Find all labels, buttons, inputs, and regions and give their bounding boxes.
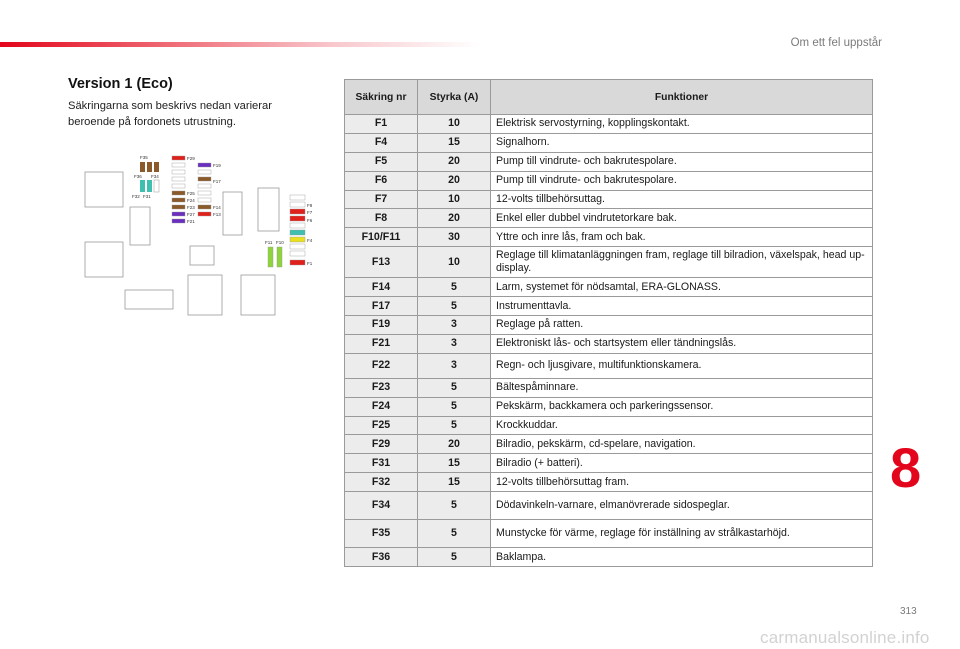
fuse-table [344,79,873,567]
fuse-f36 [140,180,145,192]
header-function: Funktioner [491,80,873,115]
fuse-cell: F29 [345,435,418,454]
table-row [345,435,873,454]
fuse-cell: F5 [345,152,418,171]
section-intro: Säkringarna som beskrivs nedan varierar beroende på fordonets utrustning. [68,100,272,128]
fuse-cell: F34 [345,492,418,520]
table-row [345,520,873,548]
amps-cell: 15 [418,454,491,473]
function-cell: Baklampa. [491,548,873,567]
amps-cell: 5 [418,492,491,520]
section-title: Version 1 (Eco) [68,76,173,92]
amps-cell: 3 [418,316,491,335]
watermark: carmanualsonline.info [760,628,930,647]
diagram-label: F27 [187,212,195,217]
diagram-label: F21 [187,219,195,224]
diagram-label: F8 [307,203,313,208]
table-row [345,247,873,278]
amps-cell: 15 [418,133,491,152]
header-fuse: Säkring nr [345,80,418,115]
amps-cell: 5 [418,378,491,397]
function-cell: 12-volts tillbehörsuttag. [491,190,873,209]
fuse-cell: F14 [345,278,418,297]
table-row [345,115,873,134]
header-amps: Styrka (A) [418,80,491,115]
function-cell: Bilradio (+ batteri). [491,454,873,473]
function-cell: Yttre och inre lås, fram och bak. [491,228,873,247]
table-row [345,378,873,397]
function-cell: Regn- och ljusgivare, multifunktionskamera. [491,353,873,378]
function-cell: Pump till vindrute- och bakrutespolare. [491,171,873,190]
amps-cell: 5 [418,548,491,567]
fuse-cell: F21 [345,334,418,353]
fuse-cell: F25 [345,416,418,435]
diagram-label: F10 [276,240,284,245]
function-cell: Elektrisk servostyrning, kopplingskontakt. [491,115,873,134]
function-cell: Munstycke för värme, reglage för inställning av strålkastarhöjd. [491,520,873,548]
function-cell: Pekskärm, backkamera och parkeringssensor. [491,397,873,416]
table-row [345,152,873,171]
function-cell: Pump till vindrute- och bakrutespolare. [491,152,873,171]
diagram-label: F17 [213,179,221,184]
function-cell: Krockkuddar. [491,416,873,435]
diagram-label: F6 [307,218,313,223]
table-row [345,278,873,297]
table-row [345,353,873,378]
amps-cell: 20 [418,435,491,454]
function-cell: Dödavinkeln-varnare, elmanövrerade sidospeglar. [491,492,873,520]
function-cell: Enkel eller dubbel vindrutetorkare bak. [491,209,873,228]
table-row [345,316,873,335]
table-row [345,454,873,473]
function-cell: Instrumenttavla. [491,297,873,316]
fuse-cell: F13 [345,247,418,278]
fuse-cell: F4 [345,133,418,152]
fuse-f35 [140,162,145,172]
fuse-cell: F10/F11 [345,228,418,247]
function-cell: Bilradio, pekskärm, cd-spelare, navigation. [491,435,873,454]
table-row [345,397,873,416]
diagram-label: F11 [265,240,273,245]
function-cell: Elektroniskt lås- och startsystem eller tändningslås. [491,334,873,353]
amps-cell: 10 [418,247,491,278]
table-row [345,297,873,316]
fuse-cell: F23 [345,378,418,397]
diagram-label: F29 [187,156,195,161]
table-row [345,473,873,492]
table-row [345,133,873,152]
amps-cell: 5 [418,278,491,297]
fuse-cell: F35 [345,520,418,548]
fuse-cell: F31 [345,454,418,473]
amps-cell: 5 [418,520,491,548]
diagram-label: F35 [140,155,148,160]
amps-cell: 3 [418,334,491,353]
fuse-cell: F6 [345,171,418,190]
table-row [345,416,873,435]
function-cell: Larm, systemet för nödsamtal, ERA-GLONASS. [491,278,873,297]
table-row [345,209,873,228]
page-header-title: Om ett fel uppstår [790,37,882,49]
diagram-label: F24 [187,198,195,203]
diagram-label: F4 [307,238,313,243]
amps-cell: 30 [418,228,491,247]
fuse-cell: F17 [345,297,418,316]
fuse-cell: F8 [345,209,418,228]
function-cell: Reglage på ratten. [491,316,873,335]
diagram-label: F34 [151,174,159,179]
amps-cell: 20 [418,209,491,228]
amps-cell: 5 [418,416,491,435]
table-row [345,190,873,209]
amps-cell: 20 [418,171,491,190]
fuse-cell: F22 [345,353,418,378]
fuse-cell: F19 [345,316,418,335]
diagram-label: F32 [132,194,140,199]
table-row [345,492,873,520]
table-row [345,171,873,190]
diagram-label: F31 [143,194,151,199]
diagram-label: F36 [134,174,142,179]
table-row [345,334,873,353]
amps-cell: 15 [418,473,491,492]
amps-cell: 20 [418,152,491,171]
amps-cell: 10 [418,190,491,209]
function-cell: Bältespåminnare. [491,378,873,397]
fuse-cell: F24 [345,397,418,416]
amps-cell: 10 [418,115,491,134]
table-row [345,228,873,247]
diagram-label: F7 [307,210,313,215]
fuse-cell: F7 [345,190,418,209]
function-cell: 12-volts tillbehörsuttag fram. [491,473,873,492]
table-header-row [345,80,873,115]
diagram-label: F25 [187,191,195,196]
amps-cell: 5 [418,397,491,416]
fuse-box-diagram [80,150,320,320]
fuse-cell: F32 [345,473,418,492]
fuse-cell: F1 [345,115,418,134]
amps-cell: 3 [418,353,491,378]
diagram-label: F19 [213,163,221,168]
diagram-label: F1 [307,261,313,266]
diagram-label: F14 [213,205,221,210]
diagram-label: F13 [213,212,221,217]
header-accent-bar [0,42,480,47]
function-cell: Signalhorn. [491,133,873,152]
page-number: 313 [900,606,917,617]
table-row [345,548,873,567]
amps-cell: 5 [418,297,491,316]
fuse-cell: F36 [345,548,418,567]
diagram-label: F23 [187,205,195,210]
function-cell: Reglage till klimatanläggningen fram, reglage till bilradion, växelspak, head up-display. [491,247,873,278]
chapter-number: 8 [890,436,922,499]
